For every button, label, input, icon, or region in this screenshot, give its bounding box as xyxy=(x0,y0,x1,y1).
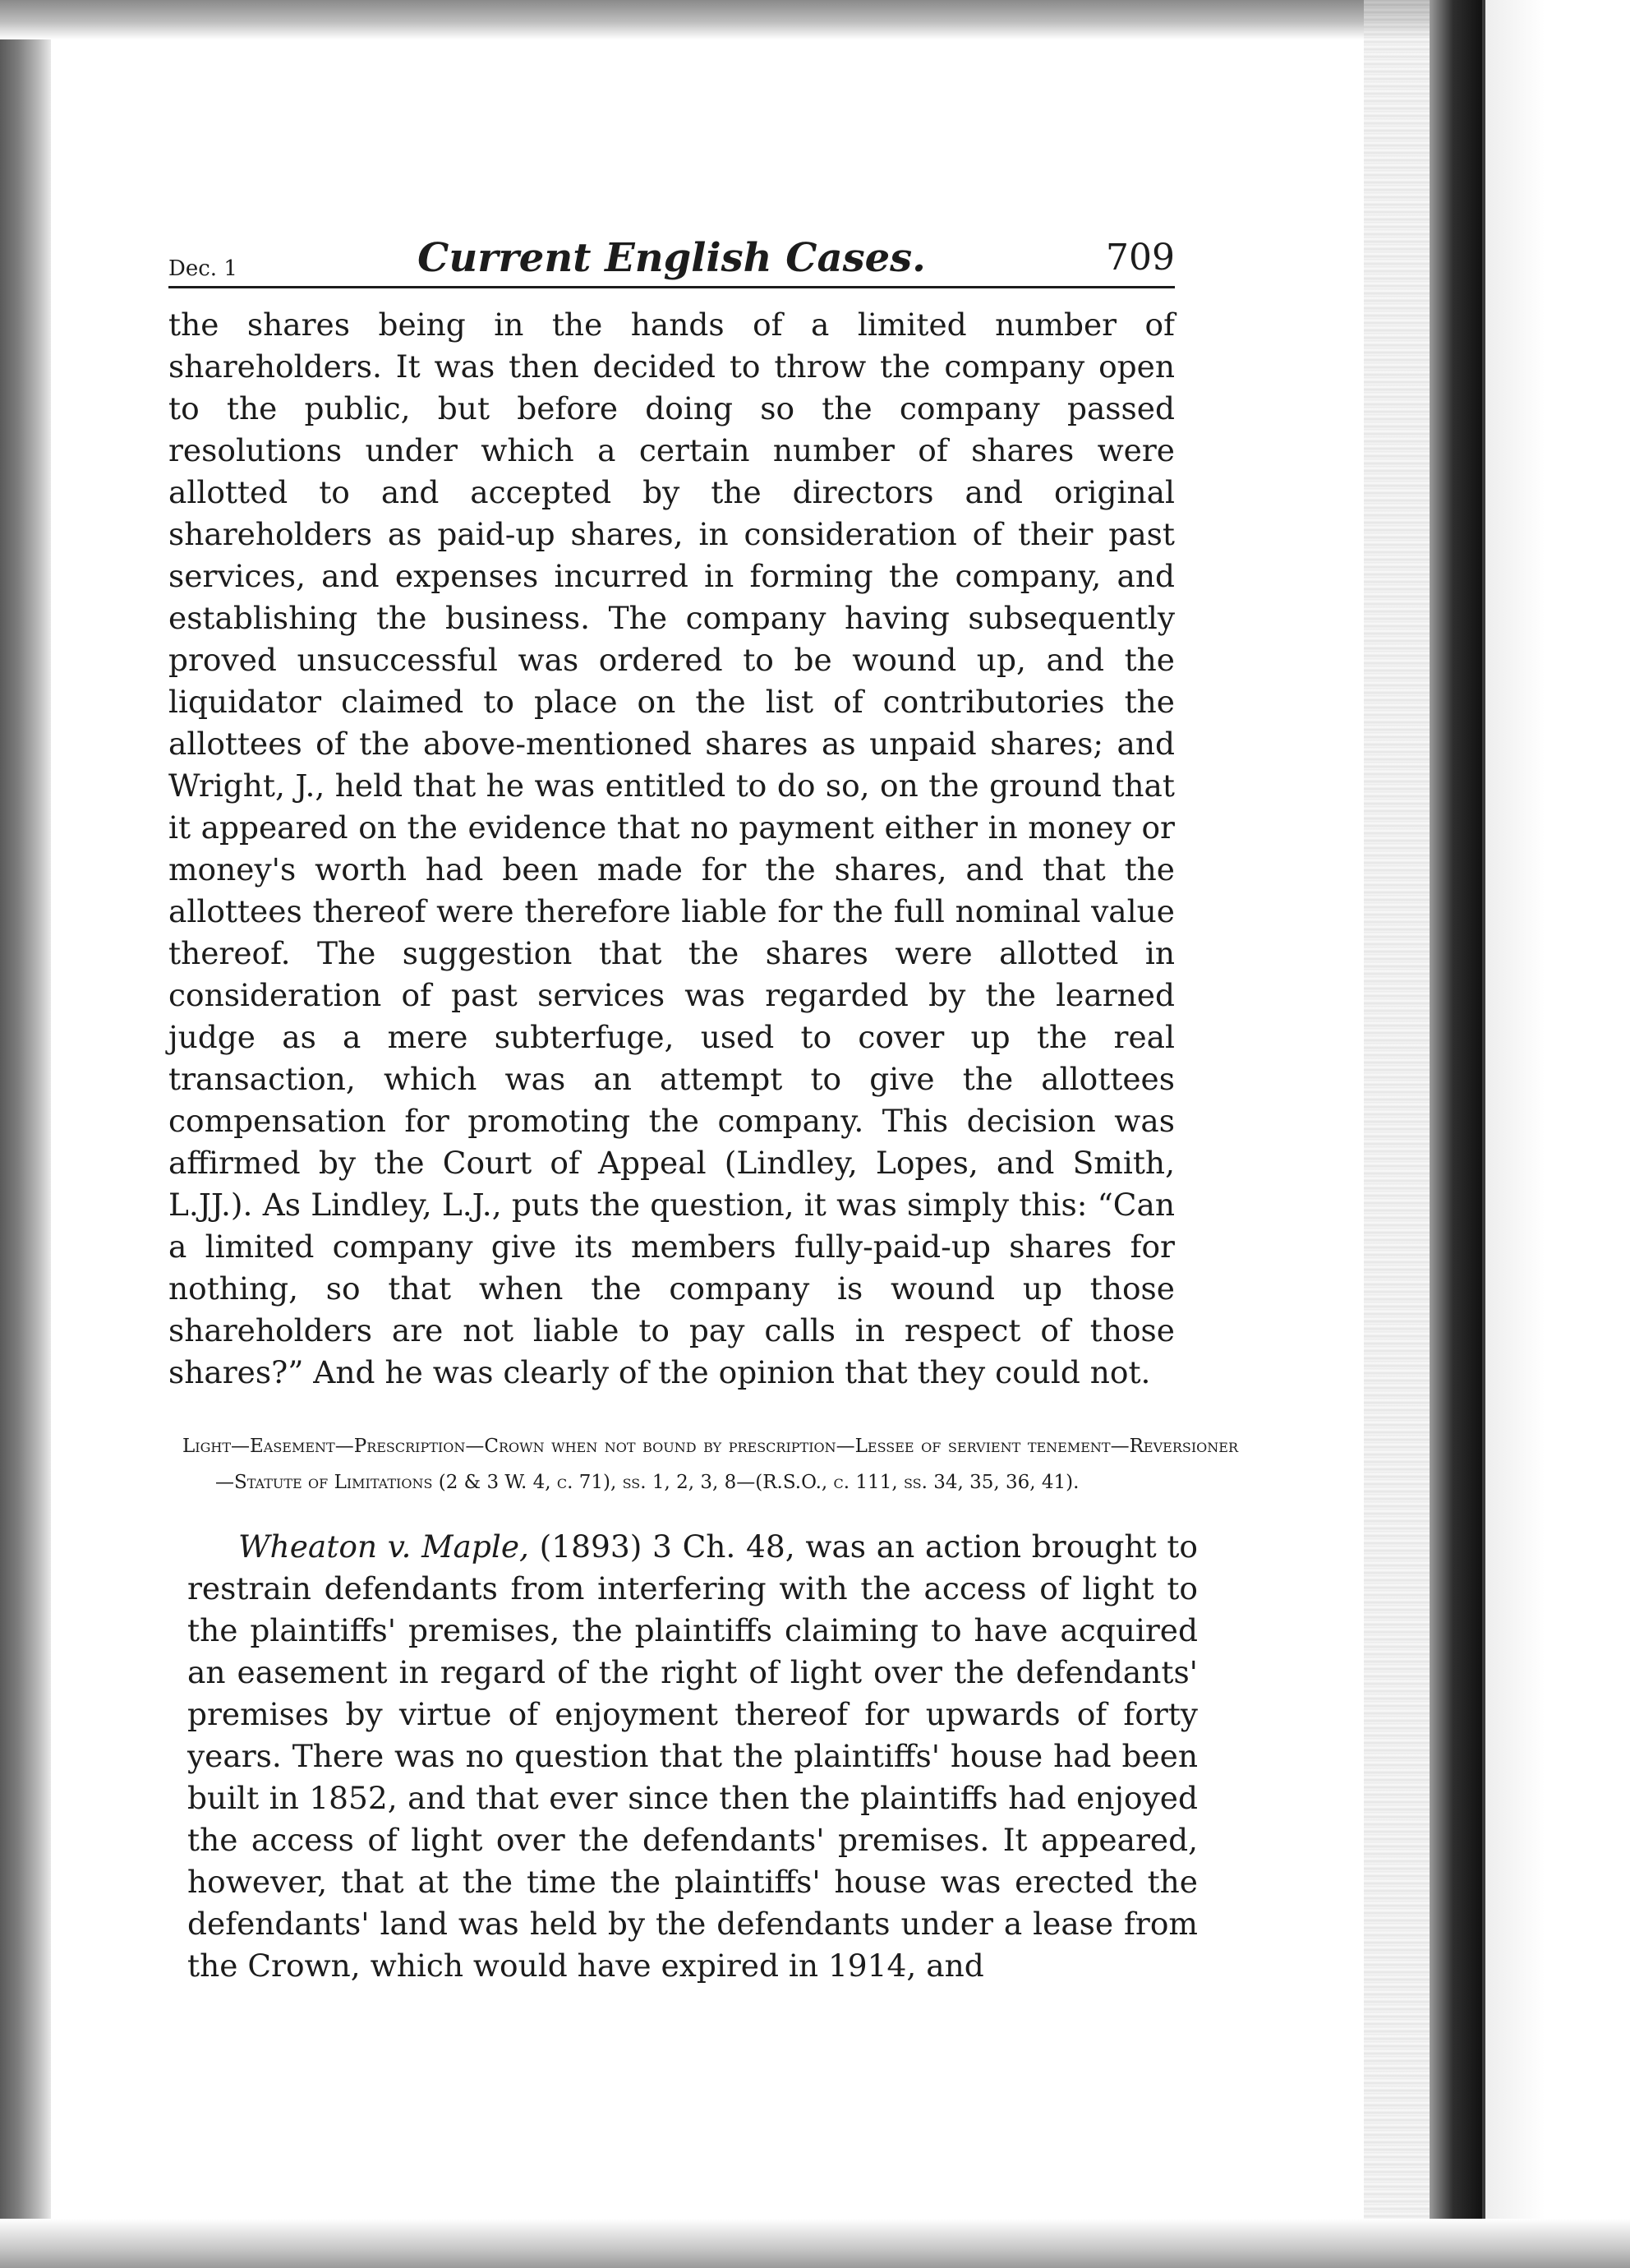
running-title: Current English Cases. xyxy=(417,235,926,281)
case-name: Wheaton v. Maple, xyxy=(238,1528,529,1565)
running-header xyxy=(168,232,1175,288)
case-headnote: Light—Easement—Prescription—Crown when not bound by prescription—Lessee of servient tenement—Reversioner—Statute of Limitations (2 & 3 W. 4, c. 71), ss. 1, 2, 3, 8—(R.S.O., c. 111, ss. 34, 35, 36, 41). xyxy=(182,1436,1238,1493)
paragraph-2-text: (1893) 3 Ch. 48, was an action brought to restrain defendants from interfering with the access of light to the plaintiffs' premises, the plaintiffs claiming to have acquired an easement in regard of the right of light over the defendants' premises by virtue of enjoyment thereof for upwards of forty years. There was no question that the plaintiffs' house had been built in 1852, and that ever since then the plaintiffs had enjoyed the access of light over the defendants' premises. It appeared, however, that at the time the plaintiffs' house was erected the defendants' land was held by the defendants under a lease from the Crown, which would have expired in 1914, and xyxy=(187,1528,1198,1984)
body-paragraph-1: the shares being in the hands of a limited number of shareholders. It was then decided to throw the company open to the public, but before doing so the company passed resolutions under which a certain number of shares were allotted to and accepted by the directors and original shareholders as paid-up shares, in consideration of their past services, and expenses incurred in forming the company, and establishing the business. The company having subsequently proved unsuccessful was ordered to be wound up, and the liquidator claimed to place on the list of contributories the allottees of the above-mentioned shares as unpaid shares; and Wright, J., held that he was entitled to do so, on the ground that it appeared on the evidence that no payment either in money or money's worth had been made for the shares, and that the allottees thereof were therefore liable for the full nominal value thereof. The suggestion that the shares were allotted in consideration of past services was regarded by the learned judge as a mere subterfuge, used to cover up the real transaction, which was an attempt to give the allottees compensation for promoting the company. This decision was affirmed by the Court of Appeal (Lindley, Lopes, and Smith, L.JJ.). As Lindley, L.J., puts the question, it was simply this: “Can a limited company give its members fully-paid-up shares for nothing, so that when the company is wound up those shareholders are not liable to pay calls in respect of those shares?” And he was clearly of the opinion that they could not. xyxy=(168,307,1175,1390)
page-number: 709 xyxy=(1106,237,1175,279)
body-paragraph-2 xyxy=(187,1526,1198,1987)
running-date: Dec. 1 xyxy=(168,256,237,281)
